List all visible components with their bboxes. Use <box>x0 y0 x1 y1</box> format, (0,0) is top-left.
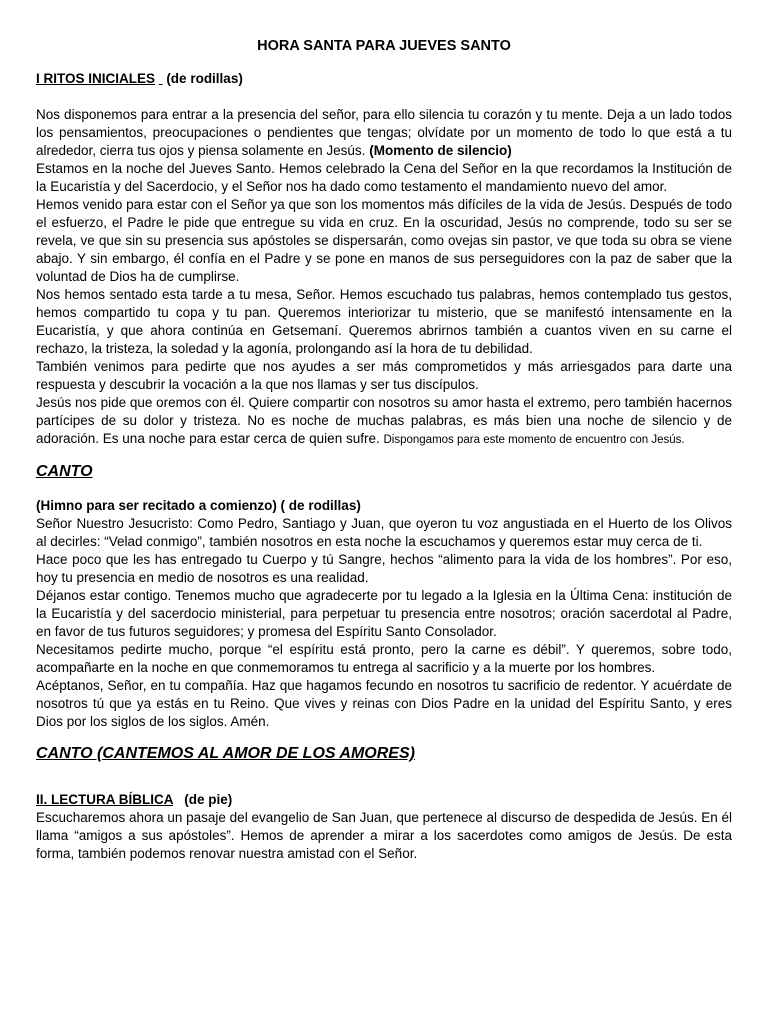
section-heading-note: (de rodillas) <box>166 71 243 86</box>
paragraph: También venimos para pedirte que nos ayudes a ser más comprometidos y más arriesgados para darte una respuesta y descubrir la vocación a la que nos llamas y ser tus discípulos. <box>36 359 732 392</box>
paragraph: Acéptanos, Señor, en tu compañía. Haz que hagamos fecundo en nosotros tu sacrificio de redentor. Y acuérdate de nosotros tú que ya estás en tu Reino. Que vives y reinas con Dios Padre en la unidad del Espíritu Santo, y eres Dios por los siglos de los siglos. Amén. <box>36 678 732 729</box>
paragraph: Nos hemos sentado esta tarde a tu mesa, Señor. Hemos escuchado tus palabras, hemos contemplado tus gestos, hemos compartido tu copa y tu pan. Queremos interiorizar tu misterio, que se manifestó intensamente en la Eucaristía, y que ahora continúa en Getsemaní. Queremos abrirnos también a cuantos viven en su carne el rechazo, la tristeza, la soledad y la agonía, prolongando así la hora de tu debilidad. <box>36 287 732 356</box>
paragraph: Necesitamos pedirte mucho, porque “el espíritu está pronto, pero la carne es débil”. Y queremos, sobre todo, acompañarte en la noche en que conmemoramos tu entrega al sacrificio y a la muerte por los hombres. <box>36 642 732 675</box>
silence-note: (Momento de silencio) <box>369 143 512 158</box>
paragraph: Jesús nos pide que oremos con él. Quiere compartir con nosotros su amor hasta el extremo, pero también hacernos partícipes de su dolor y tristeza. No es noche de muchas palabras, es más bien una noche de silencio y de adoración. Es una noche para estar cerca de quien sufre. Dispongamos para este momento de encuentro con Jesús. <box>36 395 732 446</box>
paragraph: Estamos en la noche del Jueves Santo. Hemos celebrado la Cena del Señor en la que recordamos la Institución de la Eucaristía y del Sacerdocio, y el Señor nos ha dado como testamento el mandamiento nuevo del amor. <box>36 161 732 194</box>
section-heading-lectura-biblica <box>36 791 732 809</box>
paragraph: Escucharemos ahora un pasaje del evangelio de San Juan, que pertenece al discurso de despedida de Jesús. En él llama “amigos a sus apóstoles”. Hemos de aprender a mirar a los sacerdotes como amigos de Jesús. De esta forma, también podemos renovar nuestra amistad con el Señor. <box>36 810 732 861</box>
paragraph: Déjanos estar contigo. Tenemos mucho que agradecerte por tu legado a la Iglesia en la Última Cena: institución de la Eucaristía y del sacerdocio ministerial, para perpetuar tu presencia entre nosotros; oración sacerdotal al Padre, en favor de tus futuros seguidores; y promesa del Espíritu Santo Consolador. <box>36 588 732 639</box>
section-heading-ritos-iniciales <box>36 70 732 88</box>
paragraph-small-tail: Dispongamos para este momento de encuentro con Jesús. <box>383 434 685 446</box>
himno-heading: (Himno para ser recitado a comienzo) ( de rodillas) <box>36 498 361 513</box>
section-heading-note: (de pie) <box>184 792 233 807</box>
document-page <box>36 36 732 863</box>
paragraph: Hemos venido para estar con el Señor ya que son los momentos más difíciles de la vida de Jesús. Después de todo el esfuerzo, el Padre le pide que entregue su vida en cruz. En la oscuridad, Jesús no comprende, todo su ser se revela, ve que sin su presencia sus apóstoles se dispersarán, como ovejas sin pastor, ve que toda su obra se viene abajo. Y sin embargo, él confía en el Padre y se pone en manos de sus perseguidores con la paz de saber que la voluntad de Dios ha de cumplirse. <box>36 197 732 284</box>
section-heading-label: I RITOS INICIALES <box>36 71 156 86</box>
paragraph: Hace poco que les has entregado tu Cuerpo y tú Sangre, hechos “alimento para la vida de los hombres”. Por eso, hoy tu presencia en medio de nosotros es una realidad. <box>36 552 732 585</box>
paragraph: Señor Nuestro Jesucristo: Como Pedro, Santiago y Juan, que oyeron tu voz angustiada en el Huerto de los Olivos al decirles: “Velad conmigo”, también nosotros en esta noche la escuchamos y queremos estar muy cerca de ti. <box>36 516 732 549</box>
paragraph: Nos disponemos para entrar a la presencia del señor, para ello silencia tu corazón y tu mente. Deja a un lado todos los pensamientos, preocupaciones o pendientes que tengas; olvídate por un momento de todo lo que está a tu alrededor, cierra tus ojos y piensa solamente en Jesús. (Momento de silencio) <box>36 107 732 158</box>
canto-heading: CANTO <box>36 463 93 480</box>
canto-heading-cantemos: CANTO (CANTEMOS AL AMOR DE LOS AMORES) <box>36 745 415 762</box>
section-heading-label: II. LECTURA BÍBLICA <box>36 792 173 807</box>
document-title: HORA SANTA PARA JUEVES SANTO <box>257 38 511 54</box>
